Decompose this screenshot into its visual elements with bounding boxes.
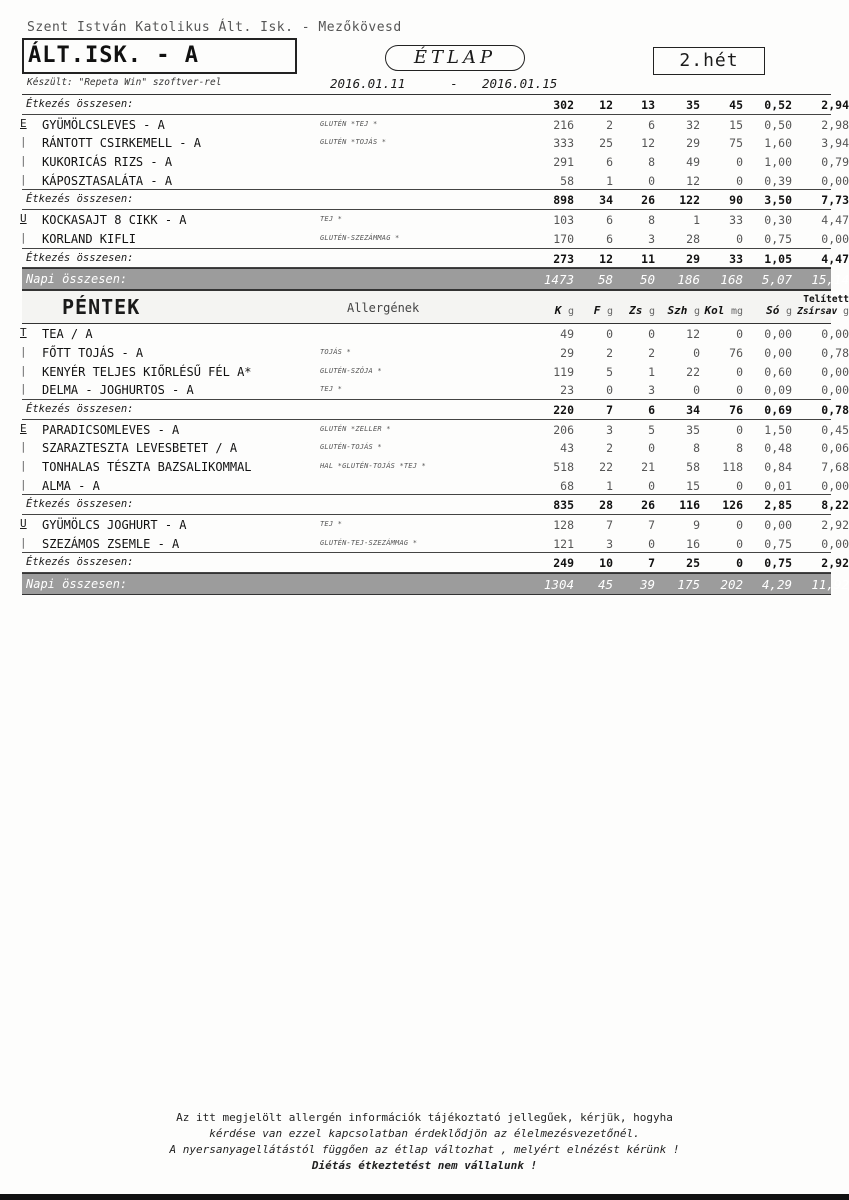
allergen-note: GLUTÉN *ZELLER * (320, 424, 391, 433)
value-cell: 518 (553, 460, 574, 474)
value-cell: 2 (606, 117, 613, 132)
value-cell: 175 (677, 577, 700, 593)
value-cell: 118 (722, 460, 743, 474)
date-to: 2016.01.15 (482, 76, 558, 91)
value-cell: 26 (641, 193, 655, 208)
column-header (618, 304, 655, 317)
value-cell: 8 (648, 155, 655, 170)
value-cell: 2,85 (764, 498, 792, 513)
allergen-note: TEJ * (320, 215, 343, 224)
value-cell: 1473 (543, 272, 574, 288)
allergen-note: TOJÁS * (320, 347, 351, 356)
value-cell: 1,50 (764, 422, 792, 437)
value-cell: 0,00 (821, 536, 849, 551)
value-cell: 32 (686, 117, 700, 132)
value-cell: 5 (648, 422, 655, 437)
value-cell: 12 (599, 251, 613, 266)
menu-item-name: PARADICSOMLEVES - A (42, 422, 180, 437)
column-name: Kol (704, 304, 725, 318)
value-cell: 58 (686, 460, 700, 474)
meal-summary-row (22, 494, 849, 515)
value-cell: 0 (648, 536, 655, 551)
value-cell: 11 (641, 251, 655, 266)
value-cell: 4,29 (761, 577, 792, 593)
menu-item-name: TONHALAS TÉSZTA BAZSALIKOMMAL (42, 460, 252, 474)
menu-item-name: FŐTT TOJÁS - A (42, 345, 144, 360)
value-cell: 6 (648, 117, 655, 132)
menu-table (20, 94, 849, 595)
value-cell: 0,75 (764, 556, 792, 571)
column-name: Szh (667, 304, 688, 318)
value-cell: 6 (606, 155, 613, 170)
summary-label: Étkezés összesen: (26, 556, 134, 569)
summary-label: Étkezés összesen: (26, 98, 134, 110)
column-unit: g (606, 306, 613, 318)
summary-label: Étkezés összesen: (26, 193, 134, 206)
value-cell: 1 (693, 213, 700, 228)
meal-marker: U (20, 212, 27, 226)
scan-edge (0, 1194, 849, 1200)
meal-summary-row (22, 552, 849, 573)
column-header (578, 304, 613, 317)
value-cell: 28 (686, 231, 700, 246)
value-cell: 7,68 (821, 460, 849, 474)
value-cell: 76 (729, 402, 743, 417)
value-cell: 33 (729, 251, 743, 266)
menu-item-row (20, 229, 849, 248)
value-cell: 186 (677, 272, 700, 288)
value-cell: 1,00 (764, 155, 792, 170)
value-cell: 25 (599, 136, 613, 151)
column-name: K (554, 304, 562, 318)
value-cell: 21 (641, 460, 655, 474)
value-cell: 0,00 (821, 231, 849, 246)
value-cell: 0 (648, 327, 655, 342)
meal-marker: | (20, 477, 27, 491)
column-unit: g (842, 306, 849, 318)
value-cell: 2,92 (821, 518, 849, 533)
value-cell: 0,84 (764, 460, 792, 474)
value-cell: 249 (553, 556, 574, 571)
value-cell: 0 (648, 173, 655, 188)
value-cell: 76 (729, 345, 743, 360)
value-cell: 273 (553, 251, 574, 266)
allergen-note: GLUTÉN-SZÓJA * (320, 366, 382, 375)
value-cell: 45 (597, 577, 613, 593)
value-cell: 23 (560, 383, 574, 398)
value-cell: 0,09 (764, 383, 792, 398)
value-cell: 0,00 (821, 173, 849, 188)
column-unit: g (693, 306, 700, 318)
menu-item-row (20, 324, 849, 343)
value-cell: 168 (720, 272, 743, 288)
value-cell: 7 (606, 518, 613, 533)
meal-summary-row (22, 95, 849, 115)
column-name: F (593, 304, 601, 318)
value-cell: 58 (560, 173, 574, 188)
column-unit: g (785, 306, 792, 318)
value-cell: 0,00 (821, 383, 849, 398)
value-cell: 13 (641, 98, 655, 112)
meal-summary-row (22, 189, 849, 210)
value-cell: 5 (606, 364, 613, 379)
value-cell: 15 (686, 478, 700, 493)
value-cell: 0 (736, 364, 743, 379)
column-name: Só (766, 304, 780, 318)
column-header (530, 304, 574, 317)
value-cell: 0,39 (764, 173, 792, 188)
value-cell: 0 (606, 327, 613, 342)
value-cell: 0,00 (764, 327, 792, 342)
value-cell: 45 (729, 98, 743, 112)
value-cell: 333 (553, 136, 574, 151)
column-header (702, 304, 743, 317)
menu-item-row (20, 534, 849, 553)
value-cell: 0,00 (821, 364, 849, 379)
meal-marker: E (20, 116, 27, 130)
footer-note-1: Az itt megjelölt allergén információk tájékoztató jellegűek, kérjük, hogyha (176, 1111, 673, 1124)
value-cell: 9 (693, 518, 700, 533)
value-cell: 5,07 (761, 272, 792, 288)
meal-marker: E (20, 421, 27, 435)
column-header (660, 304, 700, 317)
value-cell: 3 (648, 383, 655, 398)
allergen-note: TEJ * (320, 385, 343, 394)
value-cell: 58 (597, 272, 613, 288)
value-cell: 7 (606, 402, 613, 417)
column-unit: mg (730, 306, 743, 318)
value-cell: 103 (553, 213, 574, 228)
day-header (22, 290, 849, 324)
value-cell: 6 (648, 402, 655, 417)
value-cell: 121 (553, 536, 574, 551)
value-cell: 6 (606, 231, 613, 246)
value-cell: 1 (648, 364, 655, 379)
value-cell: 0 (736, 518, 743, 533)
menu-item-row (20, 343, 849, 362)
daily-total-label: Napi összesen: (26, 272, 128, 287)
menu-item-name: RÁNTOTT CSIRKEMELL - A (42, 136, 201, 151)
value-cell: 0,01 (764, 478, 792, 493)
value-cell: 0,78 (821, 402, 849, 417)
summary-label: Étkezés összesen: (26, 251, 134, 264)
menu-item-row (20, 515, 849, 534)
value-cell: 0,48 (764, 441, 792, 456)
value-cell: 170 (553, 231, 574, 246)
value-cell: 0,75 (764, 536, 792, 551)
value-cell: 12 (686, 327, 700, 342)
meal-marker: | (20, 154, 27, 168)
value-cell: 2 (606, 441, 613, 456)
allergen-note: GLUTÉN *TOJÁS * (320, 138, 387, 147)
value-cell: 0 (736, 536, 743, 551)
value-cell: 0,06 (821, 441, 849, 456)
meal-marker: | (20, 363, 27, 377)
value-cell: 26 (641, 498, 655, 513)
value-cell: 11,92 (811, 577, 849, 593)
value-cell: 35 (686, 422, 700, 437)
value-cell: 0 (693, 383, 700, 398)
value-cell: 0,45 (821, 422, 849, 437)
menu-item-name: ALMA - A (42, 478, 100, 493)
value-cell: 0 (693, 345, 700, 360)
value-cell: 0,00 (764, 345, 792, 360)
value-cell: 3 (606, 536, 613, 551)
daily-total-label: Napi összesen: (26, 577, 128, 592)
value-cell: 12 (641, 136, 655, 151)
value-cell: 1,05 (764, 251, 792, 266)
value-cell: 49 (686, 155, 700, 170)
value-cell: 119 (553, 364, 574, 379)
value-cell: 0 (736, 173, 743, 188)
menu-item-row (20, 133, 849, 152)
summary-label: Étkezés összesen: (26, 498, 134, 511)
meal-marker: | (20, 172, 27, 186)
value-cell: 2,92 (821, 556, 849, 571)
meal-marker: T (20, 326, 27, 340)
value-cell: 34 (599, 193, 613, 208)
allergen-note: GLUTÉN-TOJÁS * (320, 443, 382, 452)
allergen-note: GLUTÉN *TEJ * (320, 119, 378, 128)
menu-item-row (20, 362, 849, 381)
value-cell: 216 (553, 117, 574, 132)
menu-item-row (20, 457, 849, 476)
footer-note-3: A nyersanyagellátástól függően az étlap változhat , melyért elnézést kérünk ! (169, 1143, 680, 1156)
date-separator: - (450, 76, 458, 91)
value-cell: 16 (686, 536, 700, 551)
value-cell: 29 (686, 136, 700, 151)
meal-marker: | (20, 135, 27, 149)
meal-summary-row (22, 248, 849, 269)
summary-label: Étkezés összesen: (26, 402, 134, 415)
value-cell: 3,50 (764, 193, 792, 208)
value-cell: 90 (729, 193, 743, 208)
value-cell: 33 (729, 213, 743, 228)
etlap-heading: ÉTLAP (385, 45, 525, 71)
value-cell: 50 (639, 272, 655, 288)
menu-item-name: KENYÉR TELJES KIŐRLÉSŰ FÉL A* (42, 364, 252, 379)
value-cell: 898 (553, 193, 574, 208)
value-cell: 128 (553, 518, 574, 533)
menu-item-name: SZARAZTESZTA LEVESBETET / A (42, 441, 238, 456)
value-cell: 0,69 (764, 402, 792, 417)
value-cell: 29 (686, 251, 700, 266)
value-cell: 12 (686, 173, 700, 188)
column-header (795, 306, 849, 317)
meal-marker: | (20, 459, 27, 472)
value-cell: 0 (736, 327, 743, 342)
value-cell: 206 (553, 422, 574, 437)
value-cell: 126 (722, 498, 743, 513)
value-cell: 68 (560, 478, 574, 493)
value-cell: 39 (639, 577, 655, 593)
value-cell: 28 (599, 498, 613, 513)
value-cell: 2 (606, 345, 613, 360)
value-cell: 2,98 (821, 117, 849, 132)
menu-item-name: KORLAND KIFLI (42, 231, 136, 246)
value-cell: 291 (553, 155, 574, 170)
value-cell: 3 (648, 231, 655, 246)
column-header (745, 304, 792, 317)
meal-marker: | (20, 230, 27, 244)
value-cell: 0,50 (764, 117, 792, 132)
menu-item-name: KOCKASAJT 8 CIKK - A (42, 213, 187, 228)
menu-group-title: ÁLT.ISK. - A (22, 38, 297, 74)
value-cell: 22 (599, 460, 613, 474)
value-cell: 3 (606, 422, 613, 437)
value-cell: 0,00 (764, 518, 792, 533)
day-name: PÉNTEK (62, 295, 141, 320)
value-cell: 29 (560, 345, 574, 360)
value-cell: 1304 (543, 577, 574, 593)
meal-marker: | (20, 344, 27, 358)
value-cell: 0,00 (821, 478, 849, 493)
value-cell: 835 (553, 498, 574, 513)
menu-item-row (20, 171, 849, 190)
value-cell: 1,60 (764, 136, 792, 151)
value-cell: 2 (648, 345, 655, 360)
value-cell: 8,22 (821, 498, 849, 513)
value-cell: 22 (686, 364, 700, 379)
value-cell: 7 (648, 556, 655, 571)
value-cell: 8 (648, 213, 655, 228)
column-unit: g (648, 306, 655, 318)
value-cell: 0,52 (764, 98, 792, 112)
footer-note-2: kérdése van ezzel kapcsolatban érdeklődjön az élelmezésvezetőnél. (209, 1127, 640, 1140)
meal-marker: | (20, 535, 27, 549)
value-cell: 202 (720, 577, 743, 593)
value-cell: 0,75 (764, 231, 792, 246)
meal-marker: U (20, 517, 27, 531)
meal-summary-row (22, 399, 849, 420)
value-cell: 3,94 (821, 136, 849, 151)
menu-item-name: KÁPOSZTASALÁTA - A (42, 173, 173, 188)
daily-total-row (22, 268, 849, 290)
column-name: Zs (629, 304, 643, 318)
value-cell: 12 (599, 98, 613, 112)
value-cell: 10 (599, 556, 613, 571)
week-label: 2.hét (653, 47, 765, 75)
value-cell: 43 (560, 441, 574, 456)
value-cell: 0,60 (764, 364, 792, 379)
value-cell: 0 (736, 231, 743, 246)
value-cell: 25 (686, 556, 700, 571)
value-cell: 15 (729, 117, 743, 132)
menu-item-row (20, 438, 849, 457)
value-cell: 8 (693, 441, 700, 456)
allergen-note: GLUTÉN-TEJ-SZEZÁMMAG * (320, 538, 418, 547)
menu-item-row (20, 210, 849, 229)
value-cell: 122 (679, 193, 700, 208)
value-cell: 4,47 (821, 251, 849, 266)
software-note: Készült: "Repeta Win" szoftver-rel (27, 77, 222, 88)
column-name: Zsírsav (797, 306, 838, 318)
allergen-note: TEJ * (320, 520, 343, 529)
value-cell: 0 (736, 478, 743, 493)
value-cell: 2,94 (821, 98, 849, 112)
allergen-note: HAL *GLUTÉN-TOJÁS *TEJ * (320, 462, 426, 470)
value-cell: 8 (736, 441, 743, 456)
menu-item-name: SZEZÁMOS ZSEMLE - A (42, 536, 180, 551)
menu-item-name: GYÜMÖLCS JOGHURT - A (42, 518, 187, 533)
school-name: Szent István Katolikus Ált. Isk. - Mezőkövesd (27, 20, 402, 35)
value-cell: 0 (648, 478, 655, 493)
menu-item-name: KUKORICÁS RIZS - A (42, 155, 173, 170)
value-cell: 0,78 (821, 345, 849, 360)
value-cell: 0,79 (821, 155, 849, 170)
value-cell: 0 (606, 383, 613, 398)
value-cell: 4,47 (821, 213, 849, 228)
value-cell: 34 (686, 402, 700, 417)
value-cell: 15,14 (811, 272, 849, 288)
allergen-note: GLUTÉN-SZEZÁMMAG * (320, 233, 400, 242)
menu-item-row (20, 380, 849, 399)
value-cell: 220 (553, 402, 574, 417)
meal-marker: | (20, 440, 27, 454)
value-cell: 0,30 (764, 213, 792, 228)
meal-marker: | (20, 382, 27, 396)
value-cell: 1 (606, 478, 613, 493)
allergens-header: Allergének (347, 301, 420, 316)
value-cell: 116 (679, 498, 700, 513)
column-unit: g (567, 306, 574, 318)
value-cell: 0 (736, 155, 743, 170)
date-from: 2016.01.11 (330, 76, 406, 91)
value-cell: 35 (686, 98, 700, 112)
value-cell: 0 (736, 556, 743, 571)
column-header-line1: Telített (803, 294, 849, 306)
value-cell: 75 (729, 136, 743, 151)
daily-total-row (22, 573, 849, 595)
menu-item-row (20, 476, 849, 495)
footer-note-4: Diétás étkeztetést nem vállalunk ! (311, 1159, 538, 1172)
menu-item-row (20, 420, 849, 439)
value-cell: 6 (606, 213, 613, 228)
value-cell: 49 (560, 327, 574, 342)
value-cell: 0 (648, 441, 655, 456)
menu-item-row (20, 115, 849, 134)
menu-item-row (20, 152, 849, 171)
value-cell: 0 (736, 383, 743, 398)
menu-item-name: GYÜMÖLCSLEVES - A (42, 117, 165, 132)
value-cell: 0 (736, 422, 743, 437)
value-cell: 302 (553, 98, 574, 112)
value-cell: 0,00 (821, 327, 849, 342)
value-cell: 7 (648, 518, 655, 533)
value-cell: 1 (606, 173, 613, 188)
menu-item-name: DELMA - JOGHURTOS - A (42, 383, 194, 398)
value-cell: 7,73 (821, 193, 849, 208)
menu-item-name: TEA / A (42, 327, 93, 342)
